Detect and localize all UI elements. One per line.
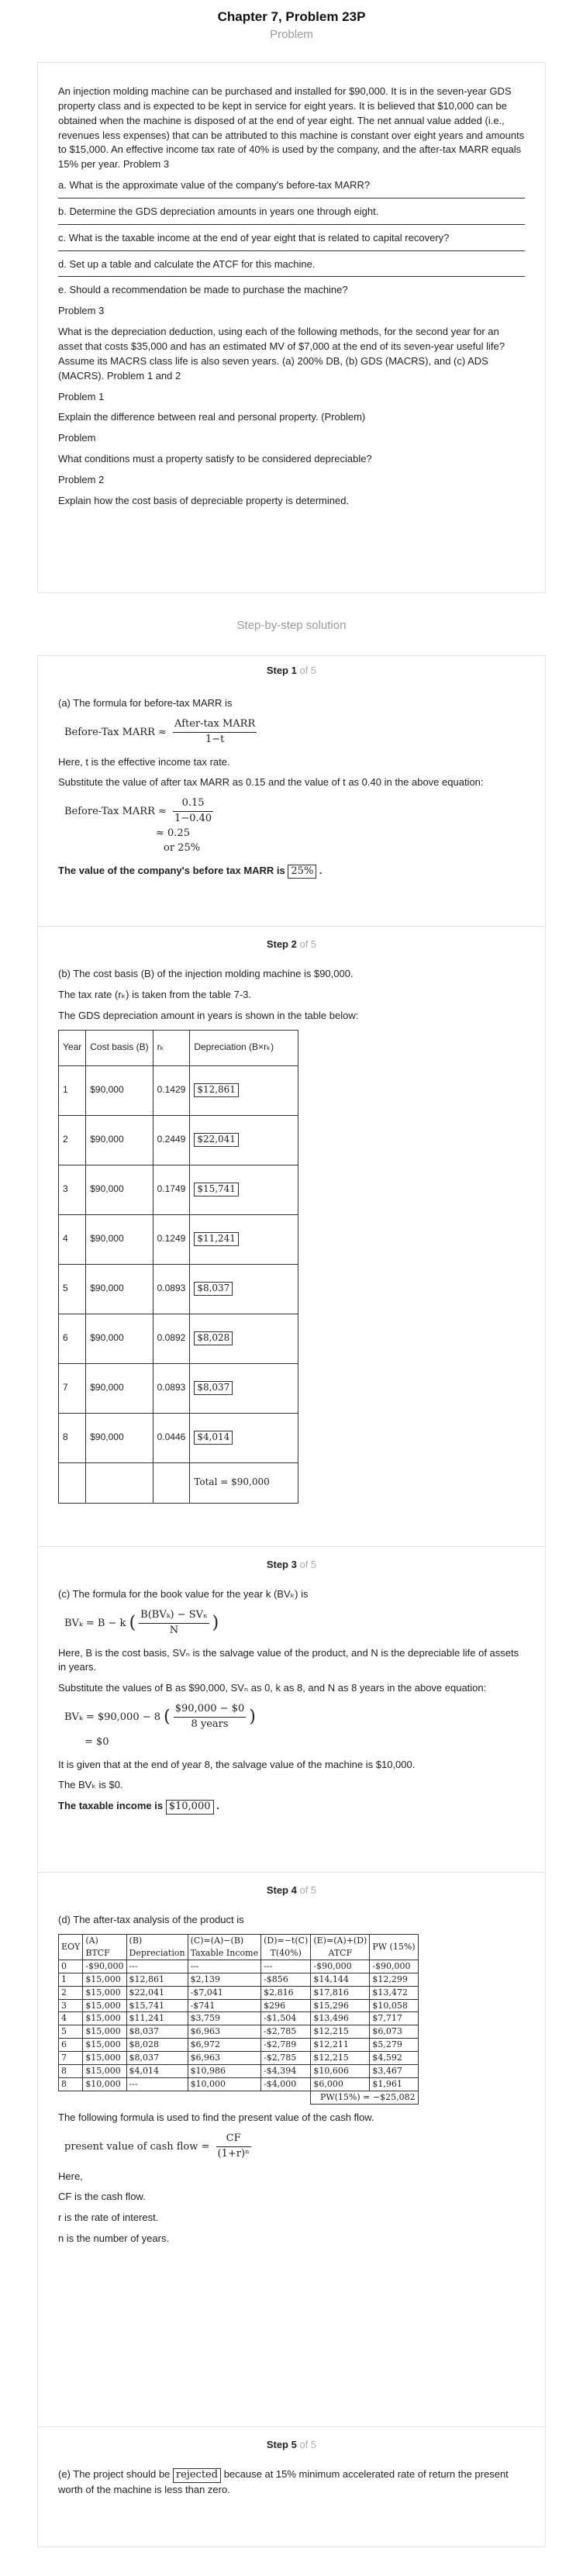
step-4-header: Step 4 of 5 — [266, 1884, 317, 1896]
step-4-r: r is the rate of interest. — [58, 2212, 159, 2224]
step-1-of: of 5 — [299, 665, 317, 676]
table-row: 5 $90,000 0.0893 $8,037 — [59, 1264, 298, 1314]
depreciation-total: Total = $90,000 — [190, 1462, 298, 1503]
step-5-header: Step 5 of 5 — [266, 2439, 317, 2450]
step-3-intro: (c) The formula for the book value for the year k (BVₖ) is — [58, 1588, 309, 1600]
step-1-intro: (a) The formula for before-tax MARR is — [58, 697, 233, 709]
problem-1-text: Explain the difference between real and personal property. (Problem) — [58, 411, 366, 423]
step-1-subst: Substitute the value of after tax MARR as 0.15 and the value of t as 0.40 in the above equation: — [58, 776, 484, 789]
question-e: e. Should a recommendation be made to purchase the machine? — [58, 284, 348, 296]
before-tax-answer: 25% — [288, 865, 316, 879]
problem-intro: An injection molding machine can be purchased and installed for $90,000. It is in the seven-year GDS property class and is expected to be kept in service for eight years. It is believed that $10,000 can be obtained when the machine is disposed of at the end of year eight. The net annual value added (i.e., revenues less expenses) that can be attributed to this machine is constant over eight years and amounts to $15,000. An effective income tax rate of 40% is used by the company, and the after-tax MARR equals 15% per year. Problem 3 — [58, 85, 525, 171]
table-row: 8 $90,000 0.0446 $4,014 — [59, 1413, 298, 1462]
question-c: c. What is the taxable income at the end of year eight that is related to capital recovery? — [58, 231, 525, 251]
step-2-card — [37, 927, 546, 1547]
table-row: 2 $15,000 $22,041 -$7,041 $2,816 $17,816 $13,472 — [59, 1986, 419, 1999]
step-2-intro: (b) The cost basis (B) of the injection molding machine is $90,000. — [58, 968, 354, 979]
question-a: a. What is the approximate value of the company's before-tax MARR? — [58, 178, 525, 199]
chapter-title: Chapter 7, Problem 23P — [217, 9, 366, 24]
before-tax-calc: Before-Tax MARR ≈ $\frac{0.15}{1-0.40}$ ≈ 0.25 or 25% — [64, 797, 212, 854]
step-3-header: Step 3 of 5 — [266, 1559, 317, 1570]
table-row: 6 $90,000 0.0892 $8,028 — [59, 1314, 298, 1363]
step-1-title: Step 1 — [266, 665, 297, 676]
step-2-tax-rate: The tax rate (rₖ) is taken from the table 7-3. — [58, 988, 252, 1000]
dep-header-depr: Depreciation (B×rₖ) — [190, 1030, 298, 1065]
step-3-card — [37, 1547, 546, 1873]
table-total-row — [59, 1462, 298, 1503]
book-value-calc: BVₖ = $90,000 − 8 ( $\frac{\$90,000 - \$0}{\text{8 years}}$ ) = $0 — [64, 1703, 256, 1748]
problem-1-label: Problem 1 — [58, 390, 105, 402]
table-row: 5 $15,000 $8,037 $6,963 -$2,785 $12,215 $6,073 — [59, 2025, 419, 2039]
problem-text: What conditions must a property satisfy to be considered depreciable? — [58, 453, 372, 465]
table-row: 8 $15,000 $4,014 $10,986 -$4,394 $10,606 $3,467 — [59, 2065, 419, 2078]
table-row: 2 $90,000 0.2449 $22,041 — [59, 1115, 298, 1165]
step-3-given: It is given that at the end of year 8, the salvage value of the machine is $10,000. — [58, 1758, 416, 1770]
present-value-formula: present value of cash flow = $\frac{CF}{\text{(1+r)ⁿ}}$ — [64, 2132, 250, 2160]
step-3-answer-line: The taxable income is $10,000 . — [58, 1799, 525, 1815]
step-4-formula-intro: The following formula is used to find the present value of the cash flow. — [58, 2112, 374, 2124]
after-tax-table: EOY (A) (B) (C)=(A)−(B) (D)=−t(C) (E)=(A)+(D) PW (15%) BTCF Depreciation Taxable Income T(40%) ATCF 0 -$90,000 --- --- --- -$90,000 -$90,000 1 $15,000 $12,861 $2,139 -$856 $14,144 $12,299 2 $15,000 $22,041 -$7,041 $2,816 $17,816 $13,472 3 $15,000 $15,741 -$741 $296 $15,296 $10,058 4 $15,000 $11,241 $3,759 -$1,504 $13,496 $7,717 5 $15,000 $8,037 $6,963 -$2,785 $12,215 $6,073 6 $15,000 $8,028 $6,972 -$2,789 $12,211 $5,279 7 $15,000 $8,037 $6,963 -$2,785 $12,215 $4,592 8 $15,000 $4,014 $10,986 -$4,394 $10,606 $3,467 8 $10,000 --- $10,000 -$4,000 $6,000 $1,961 PW(15%) = −$25,082 — [58, 1934, 419, 2105]
table-row: 7 $15,000 $8,037 $6,963 -$2,785 $12,215 $4,592 — [59, 2052, 419, 2065]
step-4-here: Here, — [58, 2170, 83, 2182]
problem-label: Problem — [270, 28, 313, 41]
step-2-title: Step 2 — [266, 938, 297, 950]
table-row: 1 $15,000 $12,861 $2,139 -$856 $14,144 $12,299 — [59, 1973, 419, 1986]
before-tax-formula: Before-Tax MARR ≈ $\frac{\text{After-tax MARR}}{1-t}$ — [64, 717, 256, 745]
question-b: b. Determine the GDS depreciation amounts in years one through eight. — [58, 205, 525, 225]
step-2-gds: The GDS depreciation amount in years is shown in the table below: — [58, 1009, 359, 1021]
step-1-header — [58, 656, 525, 682]
table-total-row — [59, 2091, 419, 2105]
solution-label: Step-by-step solution — [236, 619, 347, 632]
table-row: 3 $90,000 0.1749 $15,741 — [59, 1165, 298, 1214]
table-row: 4 $90,000 0.1249 $11,241 — [59, 1214, 298, 1264]
step-4-intro: (d) The after-tax analysis of the product is — [58, 1914, 244, 1925]
table-row: 1 $90,000 0.1429 $12,861 — [59, 1065, 298, 1115]
question-d: d. Set up a table and calculate the ATCF for this machine. — [58, 257, 525, 278]
step-4-title: Step 4 — [266, 1884, 297, 1896]
dep-header-basis: Cost basis (B) — [86, 1030, 153, 1065]
table-row: 3 $15,000 $15,741 -$741 $296 $15,296 $10,058 — [59, 1999, 419, 2012]
step-1-here: Here, t is the effective income tax rate. — [58, 755, 230, 768]
problem-3-text: What is the depreciation deduction, using each of the following methods, for the second year for an asset that costs $35,000 and has an estimated MV of $7,000 at the end of its seven-year useful life? Assume its MACRS class life is also seven years. (a) 200% DB, (b) GDS (MACRS), and (c) ADS (MACRS). Problem 1 and 2 — [58, 326, 505, 382]
step-5-card — [37, 2427, 546, 2547]
step-3-subst: Substitute the values of B as $90,000, SVₙ as 0, k as 8, and N as 8 years in the above equation: — [58, 1682, 487, 1694]
depreciation-table — [58, 1030, 298, 1504]
taxable-income-answer: $10,000 — [166, 1800, 214, 1815]
dep-header-year: Year — [59, 1030, 86, 1065]
step-3-title: Step 3 — [266, 1559, 297, 1570]
recommendation-answer: rejected — [173, 2468, 221, 2483]
step-4-card — [37, 1873, 546, 2427]
table-row: 6 $15,000 $8,028 $6,972 -$2,789 $12,211 $5,279 — [59, 2039, 419, 2052]
pw-total: PW(15%) = −$25,082 — [311, 2091, 418, 2105]
problem-label-2: Problem — [58, 432, 96, 444]
book-value-formula: BVₖ = B − k ( $\frac{\text{B(BVₖ) − SVₙ}}{N}$ ) — [64, 1608, 219, 1636]
table-row: 4 $15,000 $11,241 $3,759 -$1,504 $13,496 $7,717 — [59, 2012, 419, 2025]
step-5-title: Step 5 — [266, 2439, 297, 2450]
step-4-n: n is the number of years. — [58, 2232, 170, 2245]
table-row: 0 -$90,000 --- --- --- -$90,000 -$90,000 — [59, 1960, 419, 1973]
step-2-header: Step 2 of 5 — [266, 938, 317, 950]
step-1-card — [37, 655, 546, 927]
problem-2-text: Explain how the cost basis of depreciable property is determined. — [58, 494, 350, 506]
step-3-here: Here, B is the cost basis, SVₙ is the salvage value of the product, and N is the depreciable life of assets in years. — [58, 1646, 519, 1673]
problem-3-label: Problem 3 — [58, 305, 105, 317]
step-1-answer-line: The value of the company's before tax MARR is 25% . — [58, 864, 525, 879]
step-5-text: (e) The project should be rejected because at 15% minimum accelerated rate of return the present worth of the machine is less than zero. — [58, 2468, 509, 2495]
problem-card — [37, 62, 546, 593]
table-row: 8 $10,000 --- $10,000 -$4,000 $6,000 $1,961 — [59, 2078, 419, 2091]
problem-2-label: Problem 2 — [58, 473, 105, 485]
dep-header-rate: rₖ — [153, 1030, 190, 1065]
table-row: 7 $90,000 0.0893 $8,037 — [59, 1363, 298, 1413]
step-3-bv: The BVₖ is $0. — [58, 1779, 123, 1791]
step-4-cf: CF is the cash flow. — [58, 2191, 146, 2203]
